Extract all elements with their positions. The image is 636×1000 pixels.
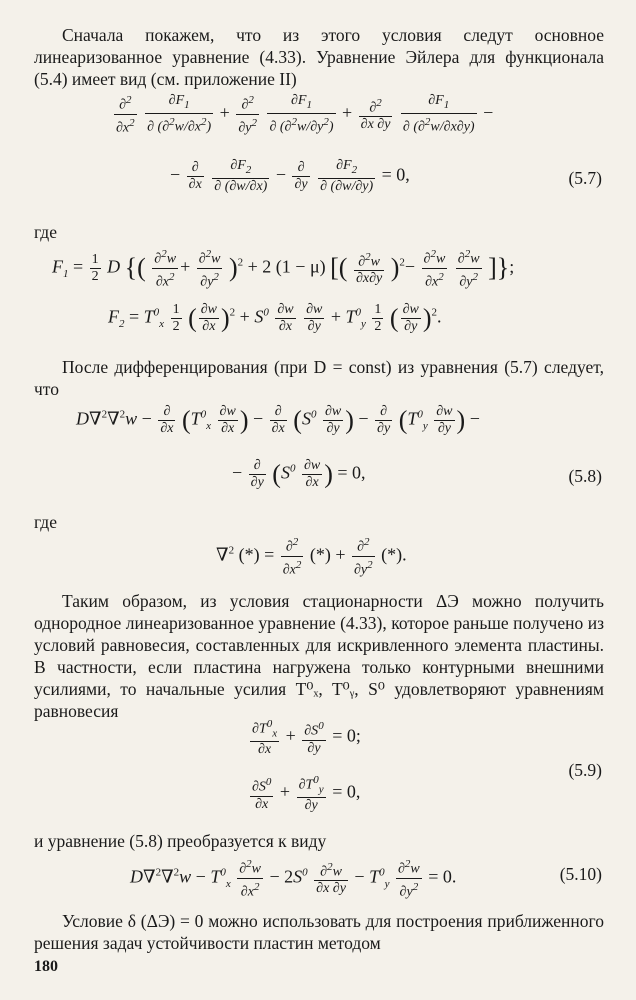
equation-f1: $F_1$ = $\frac{1}{2}$ D {( $\frac{\partial^2w}{\partial x^2}$ + $\frac{\partial^2w}{\partial y^2}$ )$^2$ + 2 (1 − μ) [( $\frac{\partial^2w}{\partial x\partial y}$ )$^2$− $\frac{\partial^2w}{\partial x^2}$ $\frac{\partial^2w}{\partial y^2}$ ]}; bbox=[52, 248, 515, 290]
equation-5-9-number: (5.9) bbox=[568, 760, 602, 780]
equation-5-9-line-2: $\frac{\partial S^0}{\partial x}$ + $\frac{\partial T^0_y}{\partial y}$ = 0, bbox=[252, 774, 361, 814]
after-differentiation-paragraph: После дифференцирования (при D = const) из уравнения (5.7) следует, что bbox=[34, 357, 604, 399]
equation-5-7-line-2: − $\frac{\partial}{\partial x}$ $\frac{\partial F_2}{\partial (\partial w/\partial x)}$ − $\frac{\partial}{\partial y}$ $\frac{\partial F_2}{\partial (\partial w/\partial y)}$ = 0, bbox=[170, 158, 410, 194]
equation-5-8-tail: = 0, bbox=[337, 462, 366, 483]
transform-paragraph: и уравнение (5.8) преобразуется к виду bbox=[34, 831, 327, 851]
closing-paragraph: Условие δ (ΔЭ) = 0 можно использовать для построения приближенного решения задач устойчивости пластин методом bbox=[34, 911, 604, 953]
equation-5-7-tail: = 0, bbox=[381, 164, 410, 185]
where-label-2: где bbox=[34, 512, 57, 532]
equation-5-9-tail-2: = 0, bbox=[332, 781, 361, 802]
equation-5-8-line-2: − $\frac{\partial}{\partial y}$ ($S^0$ $\frac{\partial w}{\partial x}$ ) = 0, bbox=[232, 458, 366, 490]
equation-5-10-number: (5.10) bbox=[559, 864, 602, 884]
equation-laplacian: ∇$^2$ (*) = $\frac{\partial^2}{\partial x^2}$ (*) + $\frac{\partial^2}{\partial y^2}$ (*). bbox=[216, 536, 407, 578]
equation-5-7-number: (5.7) bbox=[568, 168, 602, 188]
stationarity-paragraph: Таким образом, из условия стационарности ΔЭ можно получить однородное линеаризованное уравнение (4.33), которое раньше получено из условий равновесия, составленных для искривленного элемента пластины. В частности, если пластина нагружена только контурными внешними усилиями, то начальные усилия T⁰ₓ, T⁰ᵧ, S⁰ удовлетворяют уравнениям равновесия bbox=[34, 591, 604, 721]
intro-paragraph: Сначала покажем, что из этого условия следут основное линеаризованное уравнение (4.33). Уравнение Эйлера для функционала (5.4) имеет вид (см. приложение II) bbox=[34, 25, 604, 89]
equation-5-7-line-1: $\frac{\partial^2}{\partial x^2}$ $\frac{\partial F_1}{\partial (\partial^2w/\partial x^2)}$ + $\frac{\partial^2}{\partial y^2}$ $\frac{\partial F_1}{\partial (\partial^2w/\partial y^2)}$ + $\frac{\partial^2}{\partial x \partial y}$ $\frac{\partial F_1}{\partial (\partial^2w/\partial x\partial y)}$ − bbox=[116, 92, 494, 136]
equation-5-10-tail: = 0. bbox=[428, 866, 457, 887]
equation-5-9-tail-1: = 0; bbox=[332, 725, 361, 746]
page-number: 180 bbox=[34, 958, 58, 975]
equation-5-9-line-1: $\frac{\partial T^0_x}{\partial x}$ + $\frac{\partial S^0}{\partial y}$ = 0; bbox=[252, 718, 361, 758]
equation-5-8-line-1: D∇$^2$∇$^2$w − $\frac{\partial}{\partial x}$ ($T^0_x$ $\frac{\partial w}{\partial x}$ ) − $\frac{\partial}{\partial x}$ ($S^0$ $\frac{\partial w}{\partial y}$ ) − $\frac{\partial}{\partial y}$ ($T^0_y$ $\frac{\partial w}{\partial y}$ ) − bbox=[76, 404, 480, 436]
where-label-1: где bbox=[34, 222, 57, 242]
equation-5-8-number: (5.8) bbox=[568, 466, 602, 486]
equation-5-10: $D\nabla^2\nabla^2w - T^0_x$ $\frac{\partial^2w}{\partial x^2}$ − $2S^0$ $\frac{\partial^2w}{\partial x \partial y}$ − $T^0_y$ $\frac{\partial^2w}{\partial y^2}$ = 0. bbox=[130, 858, 457, 900]
equation-f2: $F_2 = T^0_x$ $\frac{1}{2}$ ( $\frac{\partial w}{\partial x}$ )$^2 + S^0$ $\frac{\partial w}{\partial x}$ $\frac{\partial w}{\partial y}$ + $T^0_y$ $\frac{1}{2}$ ( $\frac{\partial w}{\partial y}$ )$^2$. bbox=[108, 302, 442, 334]
